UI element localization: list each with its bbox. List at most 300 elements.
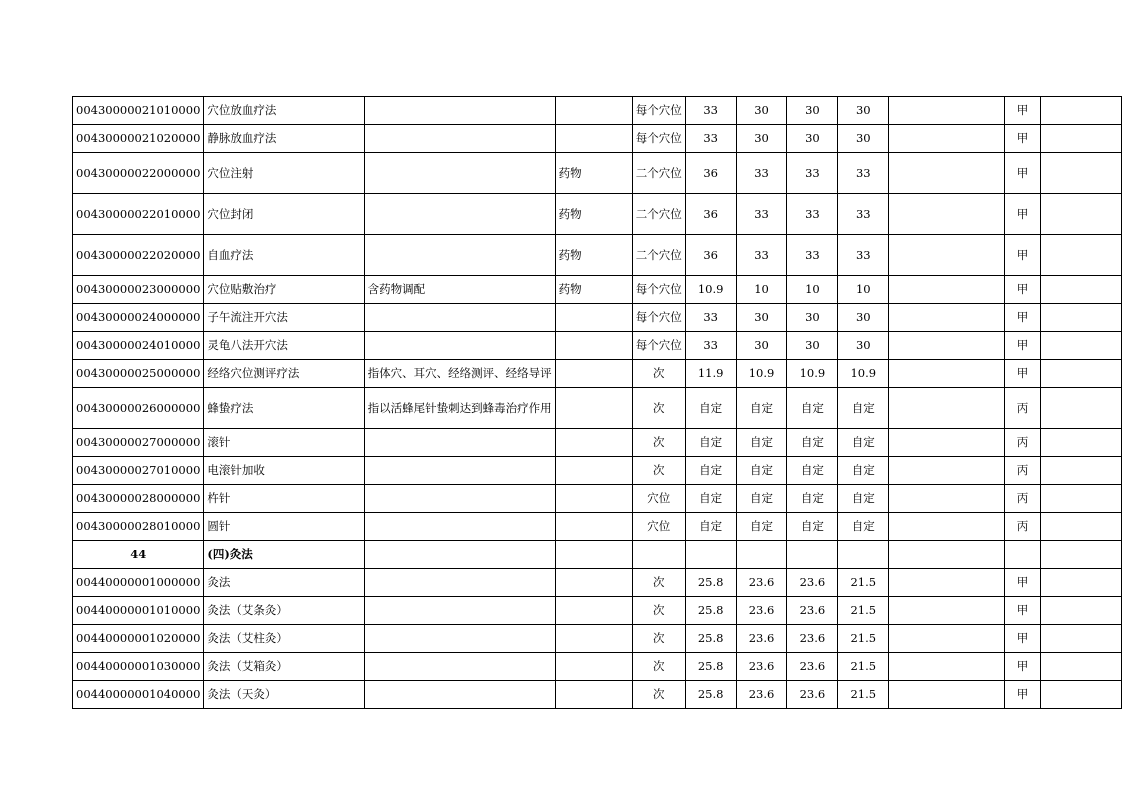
item-name-text: (四)灸法: [207, 548, 253, 561]
price-level-2-cell: [736, 235, 787, 276]
pricing-unit-cell: [632, 276, 685, 304]
price-level-2-cell: [736, 513, 787, 541]
excluded-content-cell: [555, 569, 632, 597]
item-name-text: 圆针: [207, 520, 231, 533]
pricing-unit-cell: [632, 388, 685, 429]
item-code-cell: [73, 194, 204, 235]
price-level-1-text: 25.8: [697, 660, 724, 673]
insurance-category-cell: [1004, 653, 1041, 681]
pricing-unit-cell: [632, 332, 685, 360]
table-row: [73, 125, 1122, 153]
remarks-cell: [889, 541, 1004, 569]
table-row: [73, 360, 1122, 388]
item-code-cell: [73, 597, 204, 625]
table-row: [73, 485, 1122, 513]
insurance-category-cell: [1004, 194, 1041, 235]
price-level-2-text: 23.6: [748, 632, 775, 645]
pricing-unit-text: 二个穴位: [635, 248, 682, 262]
pricing-unit-text: 每个穴位: [635, 339, 682, 352]
pricing-unit-text: 次: [652, 436, 665, 449]
item-code-cell: [73, 457, 204, 485]
price-level-4-cell: [838, 276, 889, 304]
pricing-unit-text: 每个穴位: [635, 311, 682, 324]
blank-cell: [1041, 597, 1122, 625]
price-level-3-text: 30: [805, 104, 820, 117]
pricing-unit-cell: [632, 485, 685, 513]
excluded-content-text: 药物: [558, 283, 582, 296]
price-level-4-text: 自定: [851, 436, 875, 449]
item-description-cell: [364, 681, 555, 709]
price-level-1-text: 25.8: [697, 576, 724, 589]
section-header-row: [73, 541, 1122, 569]
price-level-2-text: 自定: [750, 520, 774, 533]
blank-cell: [1041, 304, 1122, 332]
price-level-2-text: 23.6: [748, 604, 775, 617]
item-name-cell: [204, 485, 364, 513]
price-level-2-cell: [736, 457, 787, 485]
price-level-3-cell: [787, 360, 838, 388]
remarks-cell: [889, 388, 1004, 429]
excluded-content-cell: [555, 485, 632, 513]
price-level-3-text: 33: [805, 248, 820, 262]
price-level-3-cell: [787, 304, 838, 332]
item-code-text: 00430000028010000: [76, 520, 201, 533]
excluded-content-text: 药物: [558, 207, 582, 221]
price-level-1-cell: [685, 429, 736, 457]
price-level-1-text: 36: [703, 166, 718, 180]
price-level-2-text: 23.6: [748, 660, 775, 673]
price-level-1-cell: [685, 235, 736, 276]
price-level-3-cell: [787, 597, 838, 625]
price-level-4-text: 10.9: [850, 367, 877, 380]
remarks-cell: [889, 332, 1004, 360]
price-level-1-cell: [685, 597, 736, 625]
pricing-unit-text: 次: [652, 688, 665, 701]
item-description-cell: [364, 194, 555, 235]
price-level-3-text: 23.6: [799, 660, 826, 673]
insurance-category-cell: [1004, 235, 1041, 276]
item-code-text: 00430000027000000: [76, 436, 201, 449]
price-level-2-cell: [736, 569, 787, 597]
insurance-category-text: 甲: [1016, 248, 1029, 262]
item-name-cell: [204, 681, 364, 709]
insurance-category-text: 丙: [1016, 436, 1029, 449]
pricing-unit-text: 次: [652, 464, 665, 477]
table-row: [73, 597, 1122, 625]
item-code-text: 00430000028000000: [76, 492, 201, 505]
price-level-1-cell: [685, 513, 736, 541]
price-level-4-text: 10: [855, 283, 871, 296]
price-level-4-cell: [838, 235, 889, 276]
price-level-1-cell: [685, 304, 736, 332]
pricing-unit-text: 每个穴位: [635, 104, 682, 117]
item-name-cell: [204, 388, 364, 429]
price-level-1-text: 25.8: [697, 688, 724, 701]
price-level-4-cell: [838, 625, 889, 653]
item-name-text: 穴位封闭: [207, 207, 254, 221]
price-level-3-cell: [787, 569, 838, 597]
remarks-cell: [889, 597, 1004, 625]
item-code-text: 00440000001010000: [76, 604, 201, 617]
price-level-1-text: 33: [703, 311, 718, 324]
price-level-2-text: 30: [754, 339, 769, 352]
price-level-2-cell: [736, 332, 787, 360]
blank-cell: [1041, 653, 1122, 681]
price-level-1-text: 33: [703, 339, 718, 352]
table-row: [73, 513, 1122, 541]
price-level-3-cell: [787, 541, 838, 569]
pricing-unit-cell: [632, 125, 685, 153]
price-level-3-text: 30: [805, 311, 820, 324]
price-level-1-cell: [685, 457, 736, 485]
price-level-1-text: 自定: [699, 401, 723, 415]
insurance-category-text: 甲: [1016, 339, 1029, 352]
excluded-content-cell: [555, 653, 632, 681]
blank-cell: [1041, 457, 1122, 485]
price-level-4-text: 21.5: [850, 632, 877, 645]
price-level-4-cell: [838, 541, 889, 569]
pricing-unit-cell: [632, 457, 685, 485]
item-description-text: 指体穴、耳穴、经络测评、经络导评: [367, 367, 552, 380]
table-row: [73, 681, 1122, 709]
price-level-2-cell: [736, 485, 787, 513]
excluded-content-cell: [555, 597, 632, 625]
item-code-text: 00440000001020000: [76, 632, 201, 645]
table-row: [73, 276, 1122, 304]
item-code-text: 00430000027010000: [76, 464, 201, 477]
price-level-1-text: 36: [703, 248, 718, 262]
price-level-2-cell: [736, 194, 787, 235]
price-level-1-cell: [685, 97, 736, 125]
item-code-cell: [73, 97, 204, 125]
pricing-unit-text: 每个穴位: [635, 132, 682, 145]
item-code-text: 00440000001040000: [76, 688, 201, 701]
item-code-cell: [73, 429, 204, 457]
item-code-text: 00430000026000000: [76, 401, 201, 415]
pricing-unit-cell: [632, 153, 685, 194]
insurance-category-text: 丙: [1016, 492, 1029, 505]
price-level-3-text: 23.6: [799, 632, 826, 645]
blank-cell: [1041, 388, 1122, 429]
insurance-category-cell: [1004, 304, 1041, 332]
excluded-content-cell: [555, 332, 632, 360]
item-code-cell: [73, 485, 204, 513]
price-level-1-cell: [685, 153, 736, 194]
item-name-text: 灸法（艾条灸）: [207, 604, 288, 617]
price-level-1-cell: [685, 625, 736, 653]
pricing-unit-cell: [632, 97, 685, 125]
insurance-category-text: 甲: [1016, 166, 1029, 180]
blank-cell: [1041, 681, 1122, 709]
remarks-cell: [889, 513, 1004, 541]
item-code-text: 00430000024000000: [76, 311, 201, 324]
price-level-3-text: 23.6: [799, 576, 826, 589]
item-description-cell: [364, 125, 555, 153]
pricing-unit-cell: [632, 194, 685, 235]
pricing-unit-text: 穴位: [647, 520, 671, 533]
pricing-unit-cell: [632, 360, 685, 388]
blank-cell: [1041, 541, 1122, 569]
price-level-1-text: 33: [703, 132, 718, 145]
item-code-cell: [73, 681, 204, 709]
price-level-4-text: 自定: [851, 401, 875, 415]
price-level-3-cell: [787, 125, 838, 153]
item-code-cell: [73, 235, 204, 276]
excluded-content-cell: [555, 276, 632, 304]
item-code-cell: [73, 569, 204, 597]
price-level-2-text: 30: [754, 132, 769, 145]
pricing-unit-cell: [632, 429, 685, 457]
remarks-cell: [889, 625, 1004, 653]
price-level-4-cell: [838, 360, 889, 388]
item-description-cell: [364, 360, 555, 388]
item-name-text: 蜂蛰疗法: [207, 401, 254, 415]
price-level-3-cell: [787, 429, 838, 457]
price-level-2-text: 自定: [750, 401, 774, 415]
item-name-cell: [204, 653, 364, 681]
pricing-unit-cell: [632, 235, 685, 276]
price-level-2-text: 自定: [750, 436, 774, 449]
pricing-unit-text: 次: [652, 660, 665, 673]
item-name-text: 子午流注开穴法: [207, 311, 288, 324]
item-name-text: 穴位注射: [207, 166, 254, 180]
blank-cell: [1041, 194, 1122, 235]
insurance-category-text: 甲: [1016, 604, 1029, 617]
price-level-4-cell: [838, 388, 889, 429]
item-code-cell: [73, 304, 204, 332]
price-level-1-text: 25.8: [697, 604, 724, 617]
price-level-3-cell: [787, 653, 838, 681]
excluded-content-cell: [555, 513, 632, 541]
excluded-content-cell: [555, 235, 632, 276]
price-level-3-text: 自定: [800, 436, 824, 449]
excluded-content-cell: [555, 304, 632, 332]
excluded-content-cell: [555, 388, 632, 429]
item-name-cell: [204, 569, 364, 597]
price-level-1-text: 自定: [699, 436, 723, 449]
blank-cell: [1041, 360, 1122, 388]
pricing-unit-cell: [632, 541, 685, 569]
price-level-4-cell: [838, 194, 889, 235]
item-description-cell: [364, 429, 555, 457]
item-name-cell: [204, 332, 364, 360]
item-name-cell: [204, 125, 364, 153]
item-description-cell: [364, 304, 555, 332]
excluded-content-cell: [555, 125, 632, 153]
item-code-cell: [73, 388, 204, 429]
price-level-1-text: 25.8: [697, 632, 724, 645]
item-name-text: 穴位贴敷治疗: [207, 283, 277, 296]
pricing-unit-cell: [632, 625, 685, 653]
price-level-3-cell: [787, 153, 838, 194]
insurance-category-text: 甲: [1016, 688, 1029, 701]
table-row: [73, 97, 1122, 125]
price-level-2-cell: [736, 681, 787, 709]
fee-schedule-table: [72, 96, 1122, 709]
item-code-text: 00430000025000000: [76, 367, 201, 380]
blank-cell: [1041, 569, 1122, 597]
insurance-category-cell: [1004, 457, 1041, 485]
price-level-4-text: 自定: [851, 520, 875, 533]
price-level-3-cell: [787, 485, 838, 513]
item-description-cell: [364, 485, 555, 513]
price-level-4-text: 33: [855, 207, 871, 221]
pricing-unit-text: 次: [652, 401, 665, 415]
pricing-unit-text: 穴位: [647, 492, 671, 505]
excluded-content-cell: [555, 541, 632, 569]
pricing-unit-cell: [632, 569, 685, 597]
price-level-4-cell: [838, 653, 889, 681]
excluded-content-cell: [555, 153, 632, 194]
price-level-1-text: 33: [703, 104, 718, 117]
price-level-4-cell: [838, 597, 889, 625]
item-name-cell: [204, 97, 364, 125]
item-description-cell: [364, 388, 555, 429]
price-level-1-cell: [685, 194, 736, 235]
remarks-cell: [889, 457, 1004, 485]
insurance-category-cell: [1004, 625, 1041, 653]
insurance-category-cell: [1004, 597, 1041, 625]
price-level-4-text: 自定: [851, 492, 875, 505]
blank-cell: [1041, 625, 1122, 653]
blank-cell: [1041, 235, 1122, 276]
item-code-text: 00430000022000000: [76, 166, 201, 180]
blank-cell: [1041, 125, 1122, 153]
table-row: [73, 235, 1122, 276]
price-level-3-text: 10: [805, 283, 820, 296]
excluded-content-cell: [555, 360, 632, 388]
insurance-category-cell: [1004, 153, 1041, 194]
blank-cell: [1041, 485, 1122, 513]
price-level-4-cell: [838, 681, 889, 709]
remarks-cell: [889, 235, 1004, 276]
price-level-4-cell: [838, 457, 889, 485]
price-level-3-cell: [787, 194, 838, 235]
item-code-cell: [73, 541, 204, 569]
price-level-3-cell: [787, 276, 838, 304]
price-level-4-text: 33: [855, 248, 871, 262]
item-name-text: 灸法（艾箱灸）: [207, 660, 288, 673]
price-level-3-text: 23.6: [799, 688, 826, 701]
insurance-category-cell: [1004, 681, 1041, 709]
price-level-2-text: 23.6: [748, 576, 775, 589]
item-description-text: 指以活蜂尾针蛰刺达到蜂毒治疗作用: [367, 401, 552, 415]
price-level-2-cell: [736, 97, 787, 125]
remarks-cell: [889, 125, 1004, 153]
item-description-cell: [364, 276, 555, 304]
table-row: [73, 569, 1122, 597]
price-level-4-text: 30: [855, 132, 871, 145]
price-level-1-cell: [685, 653, 736, 681]
price-level-3-text: 30: [805, 132, 820, 145]
remarks-cell: [889, 153, 1004, 194]
price-level-3-cell: [787, 332, 838, 360]
item-name-cell: [204, 625, 364, 653]
price-level-1-cell: [685, 360, 736, 388]
table-row: [73, 332, 1122, 360]
price-level-3-text: 33: [805, 207, 820, 221]
item-description-cell: [364, 235, 555, 276]
price-level-3-text: 23.6: [799, 604, 826, 617]
pricing-unit-text: 二个穴位: [635, 166, 682, 180]
insurance-category-cell: [1004, 541, 1041, 569]
insurance-category-cell: [1004, 360, 1041, 388]
blank-cell: [1041, 153, 1122, 194]
pricing-unit-cell: [632, 513, 685, 541]
price-level-3-text: 自定: [800, 464, 824, 477]
price-level-2-cell: [736, 304, 787, 332]
price-level-2-cell: [736, 429, 787, 457]
pricing-unit-cell: [632, 597, 685, 625]
item-description-text: 含药物调配: [367, 283, 426, 296]
remarks-cell: [889, 360, 1004, 388]
remarks-cell: [889, 569, 1004, 597]
price-level-2-cell: [736, 153, 787, 194]
blank-cell: [1041, 276, 1122, 304]
price-level-1-cell: [685, 541, 736, 569]
pricing-unit-text: 次: [652, 576, 665, 589]
remarks-cell: [889, 681, 1004, 709]
item-name-cell: [204, 153, 364, 194]
excluded-content-cell: [555, 625, 632, 653]
price-level-1-text: 自定: [699, 492, 723, 505]
table-row: [73, 653, 1122, 681]
insurance-category-text: 甲: [1016, 207, 1029, 221]
item-description-cell: [364, 153, 555, 194]
price-level-2-cell: [736, 625, 787, 653]
item-description-cell: [364, 625, 555, 653]
price-level-4-cell: [838, 332, 889, 360]
price-level-3-cell: [787, 235, 838, 276]
price-level-2-cell: [736, 388, 787, 429]
item-name-text: 经络穴位测评疗法: [207, 367, 300, 380]
table-row: [73, 153, 1122, 194]
remarks-cell: [889, 276, 1004, 304]
item-name-cell: [204, 541, 364, 569]
insurance-category-text: 丙: [1016, 401, 1029, 415]
price-level-2-text: 30: [754, 104, 769, 117]
blank-cell: [1041, 332, 1122, 360]
item-name-text: 穴位放血疗法: [207, 104, 277, 117]
remarks-cell: [889, 485, 1004, 513]
item-code-cell: [73, 332, 204, 360]
item-name-cell: [204, 194, 364, 235]
item-code-text: 00430000022010000: [76, 207, 201, 221]
blank-cell: [1041, 97, 1122, 125]
pricing-unit-cell: [632, 653, 685, 681]
price-level-4-text: 33: [855, 166, 871, 180]
price-level-1-cell: [685, 276, 736, 304]
price-level-1-cell: [685, 125, 736, 153]
table-row: [73, 304, 1122, 332]
item-name-text: 灵龟八法开穴法: [207, 339, 288, 352]
item-description-cell: [364, 332, 555, 360]
price-level-2-text: 10.9: [748, 367, 775, 380]
price-level-4-text: 21.5: [850, 660, 877, 673]
price-level-2-cell: [736, 125, 787, 153]
item-code-cell: [73, 625, 204, 653]
item-code-text: 00440000001000000: [76, 576, 201, 589]
price-level-3-cell: [787, 457, 838, 485]
price-level-4-text: 21.5: [850, 576, 877, 589]
item-description-cell: [364, 653, 555, 681]
price-level-1-cell: [685, 569, 736, 597]
pricing-unit-text: 次: [652, 367, 665, 380]
item-code-text: 00430000021010000: [76, 104, 201, 117]
item-name-text: 灸法（天灸）: [207, 688, 277, 701]
insurance-category-text: 甲: [1016, 283, 1029, 296]
pricing-unit-text: 每个穴位: [635, 283, 682, 296]
